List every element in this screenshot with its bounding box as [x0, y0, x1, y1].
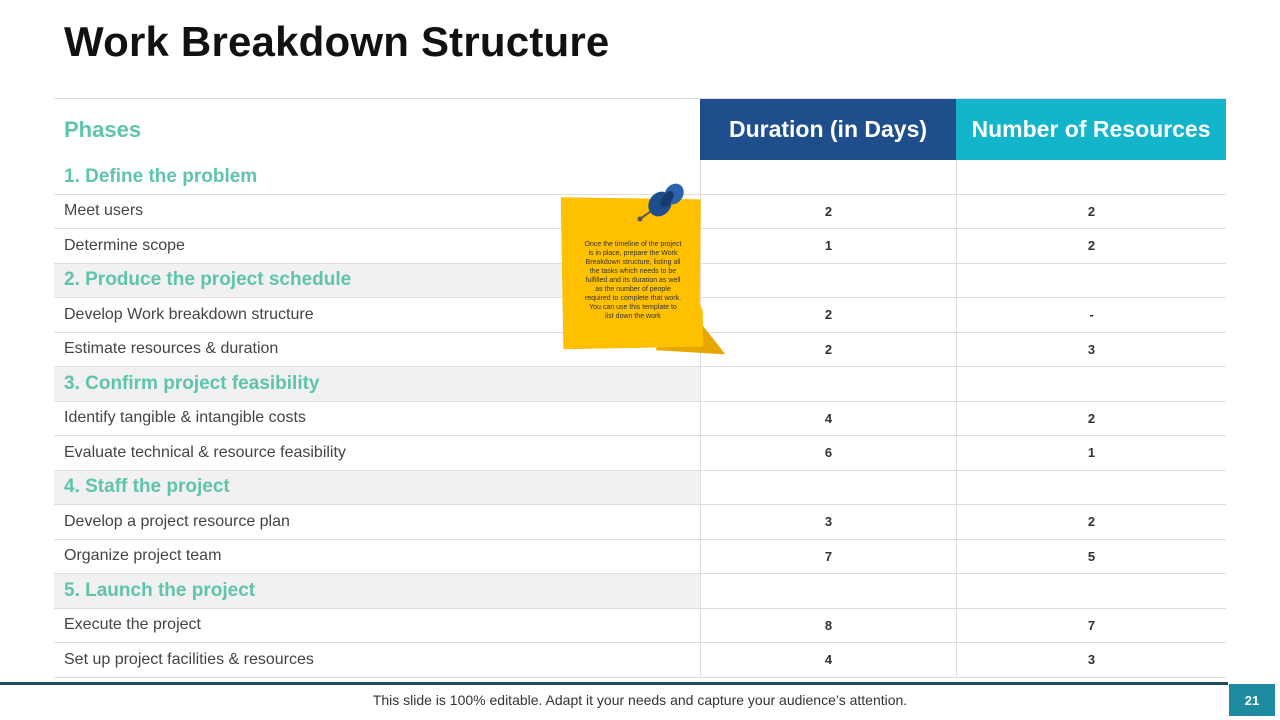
duration-cell: 7: [700, 540, 956, 574]
phase-label: 4. Staff the project: [54, 471, 700, 505]
phase-label: 1. Define the problem: [64, 165, 258, 187]
resources-cell: -: [956, 298, 1226, 332]
resources-cell: 1: [956, 436, 1226, 470]
duration-cell: 2: [700, 195, 956, 229]
duration-cell: 2: [700, 333, 956, 367]
header-resources: Number of Resources: [956, 99, 1226, 160]
phase-label: 2. Produce the project schedule: [54, 264, 700, 298]
resources-cell: 2: [956, 229, 1226, 263]
duration-cell: [700, 264, 956, 298]
task-label: Develop a project resource plan: [64, 512, 290, 530]
duration-cell: [700, 574, 956, 608]
duration-cell: 4: [700, 643, 956, 677]
duration-cell: 2: [700, 298, 956, 332]
duration-cell: 6: [700, 436, 956, 470]
duration-cell: 1: [700, 229, 956, 263]
duration-cell: [700, 471, 956, 505]
task-row: [54, 540, 1226, 575]
page-number-badge: 21: [1229, 684, 1275, 716]
resources-cell: 3: [956, 333, 1226, 367]
header-phases: Phases: [64, 116, 142, 142]
task-row: [54, 402, 1226, 437]
task-label: Evaluate technical & resource feasibility: [64, 443, 346, 461]
resources-cell: 3: [956, 643, 1226, 677]
pushpin-icon: [634, 178, 690, 228]
phase-label: 5. Launch the project: [54, 574, 700, 608]
resources-cell: [956, 264, 1226, 298]
resources-cell: [956, 574, 1226, 608]
phase-row: [54, 574, 1226, 609]
duration-cell: 4: [700, 402, 956, 436]
task-label: Meet users: [64, 202, 144, 220]
phase-label: 3. Confirm project feasibility: [54, 367, 700, 401]
task-row: [54, 505, 1226, 540]
duration-cell: 3: [700, 505, 956, 539]
task-label: Organize project team: [64, 547, 222, 565]
task-label: Develop Work breakdown structure: [64, 305, 314, 323]
sticky-note-text: Once the timeline of the project is in place, prepare the Work Breakdown structure, listing all the tasks which needs to be fulfilled and its duration as well as the number of people required to complete that work. You can use this template to list down the work: [584, 241, 682, 320]
task-label: Set up project facilities & resources: [64, 650, 314, 668]
duration-cell: [700, 160, 956, 194]
task-row: [54, 436, 1226, 471]
phase-row: [54, 367, 1226, 402]
footer-divider: [0, 682, 1228, 685]
task-label: Execute the project: [64, 616, 201, 634]
resources-cell: 7: [956, 609, 1226, 643]
resources-cell: 5: [956, 540, 1226, 574]
resources-cell: [956, 160, 1226, 194]
table-header-row: [54, 99, 1226, 160]
resources-cell: 2: [956, 195, 1226, 229]
task-row: [54, 609, 1226, 644]
task-label: Estimate resources & duration: [64, 340, 279, 358]
slide-title: Work Breakdown Structure: [64, 18, 610, 65]
duration-cell: [700, 367, 956, 401]
resources-cell: [956, 471, 1226, 505]
phase-row: [54, 471, 1226, 506]
resources-cell: 2: [956, 505, 1226, 539]
resources-cell: 2: [956, 402, 1226, 436]
task-label: Determine scope: [64, 236, 185, 254]
task-label: Identify tangible & intangible costs: [64, 409, 306, 427]
duration-cell: 8: [700, 609, 956, 643]
footer-text: This slide is 100% editable. Adapt it your needs and capture your audience’s attention.: [372, 692, 908, 708]
resources-cell: [956, 367, 1226, 401]
task-row: [54, 643, 1226, 678]
header-duration: Duration (in Days): [700, 99, 956, 160]
